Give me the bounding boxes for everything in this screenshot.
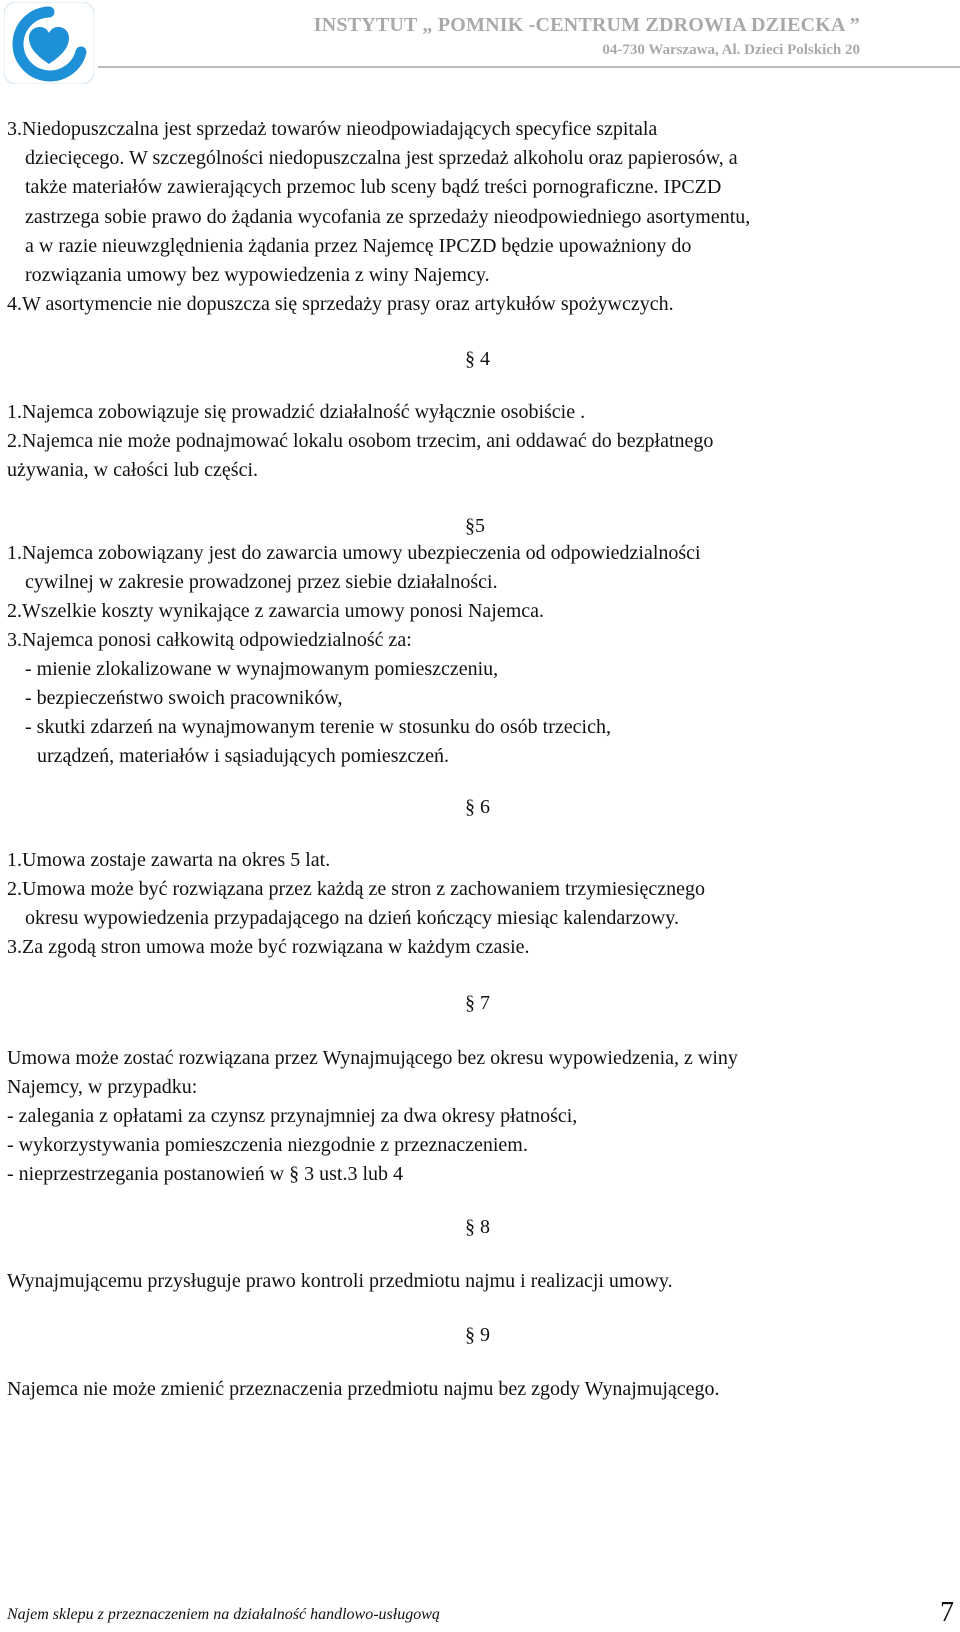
- paragraph-line: - wykorzystywania pomieszczenia niezgodnie z przeznaczeniem.: [7, 1134, 528, 1156]
- paragraph-line: 3.Najemca ponosi całkowitą odpowiedzialność za:: [7, 629, 412, 651]
- paragraph-line: także materiałów zawierających przemoc lub sceny bądź treści pornograficzne. IPCZD: [25, 176, 722, 198]
- paragraph-line: 3.Za zgodą stron umowa może być rozwiązana w każdym czasie.: [7, 936, 530, 958]
- paragraph-line: - bezpieczeństwo swoich pracowników,: [25, 687, 343, 709]
- paragraph-line: - zalegania z opłatami za czynsz przynajmniej za dwa okresy płatności,: [7, 1105, 578, 1127]
- section-heading: § 6: [465, 796, 490, 818]
- paragraph-line: Wynajmującemu przysługuje prawo kontroli przedmiotu najmu i realizacji umowy.: [7, 1270, 673, 1292]
- institute-address: 04-730 Warszawa, Al. Dzieci Polskich 20: [602, 42, 860, 58]
- paragraph-line: dziecięcego. W szczególności niedopuszczalna jest sprzedaż alkoholu oraz papierosów, a: [25, 147, 738, 169]
- paragraph-line: okresu wypowiedzenia przypadającego na dzień kończący miesiąc kalendarzowy.: [25, 907, 679, 929]
- paragraph-line: 2.Wszelkie koszty wynikające z zawarcia umowy ponosi Najemca.: [7, 600, 545, 622]
- document-header: [0, 0, 960, 90]
- paragraph-line: 4.W asortymencie nie dopuszcza się sprzedaży prasy oraz artykułów spożywczych.: [7, 293, 674, 315]
- paragraph-line: rozwiązania umowy bez wypowiedzenia z winy Najemcy.: [25, 264, 490, 286]
- paragraph-line: 2.Umowa może być rozwiązana przez każdą ze stron z zachowaniem trzymiesięcznego: [7, 878, 705, 900]
- section-heading: §5: [465, 515, 485, 537]
- paragraph-line: zastrzega sobie prawo do żądania wycofania ze sprzedaży nieodpowiedniego asortymentu,: [25, 206, 751, 228]
- section-heading: § 8: [465, 1216, 490, 1238]
- paragraph-line: - skutki zdarzeń na wynajmowanym terenie w stosunku do osób trzecich,: [25, 716, 611, 738]
- paragraph-line: a w razie nieuwzględnienia żądania przez Najemcę IPCZD będzie upoważniony do: [25, 235, 692, 257]
- paragraph-line: - mienie zlokalizowane w wynajmowanym pomieszczeniu,: [25, 658, 499, 680]
- paragraph-line: Umowa może zostać rozwiązana przez Wynajmującego bez okresu wypowiedzenia, z winy: [7, 1047, 738, 1069]
- paragraph-line: Najemca nie może zmienić przeznaczenia przedmiotu najmu bez zgody Wynajmującego.: [7, 1378, 720, 1400]
- paragraph-line: Najemcy, w przypadku:: [7, 1076, 198, 1098]
- institute-logo-icon: [4, 2, 94, 84]
- section-heading: § 7: [465, 992, 490, 1014]
- page-number: 7: [940, 1597, 954, 1628]
- paragraph-line: używania, w całości lub części.: [7, 459, 259, 481]
- paragraph-line: cywilnej w zakresie prowadzonej przez siebie działalności.: [25, 571, 498, 593]
- paragraph-line: 2.Najemca nie może podnajmować lokalu osobom trzecim, ani oddawać do bezpłatnego: [7, 430, 714, 452]
- section-heading: § 4: [465, 348, 490, 370]
- section-heading: § 9: [465, 1324, 490, 1346]
- header-divider: [98, 66, 960, 68]
- paragraph-line: 1.Umowa zostaje zawarta na okres 5 lat.: [7, 849, 331, 871]
- paragraph-line: urządzeń, materiałów i sąsiadujących pomieszczeń.: [37, 745, 450, 767]
- paragraph-line: 1.Najemca zobowiązany jest do zawarcia umowy ubezpieczenia od odpowiedzialności: [7, 542, 701, 564]
- paragraph-line: 3.Niedopuszczalna jest sprzedaż towarów nieodpowiadających specyfice szpitala: [7, 118, 658, 140]
- institute-name: INSTYTUT „ POMNIK -CENTRUM ZDROWIA DZIECKA ”: [313, 14, 860, 36]
- paragraph-line: - nieprzestrzegania postanowień w § 3 ust.3 lub 4: [7, 1163, 404, 1185]
- page-footer: Najem sklepu z przeznaczeniem na działalność handlowo-usługową: [7, 1606, 440, 1623]
- paragraph-line: 1.Najemca zobowiązuje się prowadzić działalność wyłącznie osobiście .: [7, 401, 586, 423]
